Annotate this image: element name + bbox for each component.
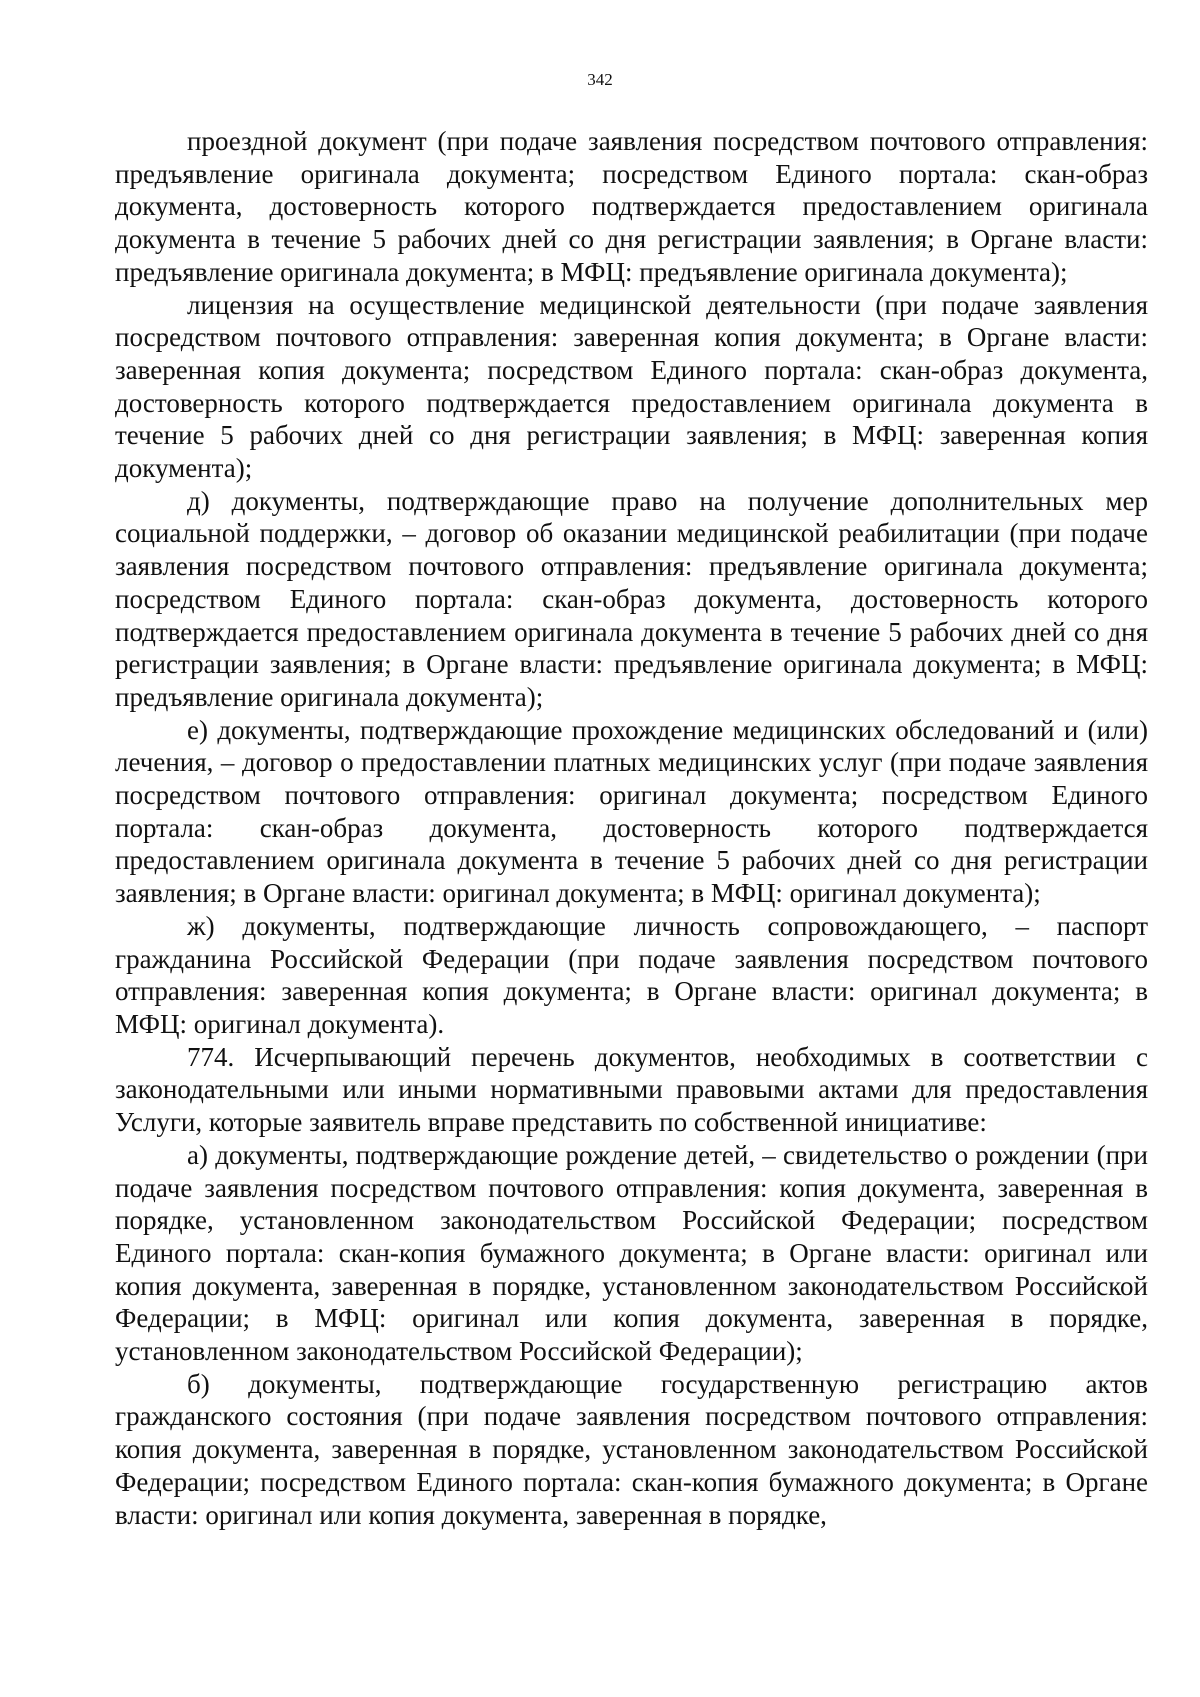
- paragraph-travel-document: проездной документ (при подаче заявления посредством почтового отправления: предъявление оригинала документа; посредством Единого портала: скан-образ документа, достоверность которого подтверждается предоставлением оригинала документа в течение 5 рабочих дней со дня регистрации заявления; в Органе власти: предъявление оригинала документа; в МФЦ: предъявление оригинала документа);: [115, 126, 1148, 287]
- paragraph-item-a: а) документы, подтверждающие рождение детей, – свидетельство о рождении (при подаче заявления посредством почтового отправления: копия документа, заверенная в порядке, установленном законодательством Российской Федерации; посредством Единого портала: скан-копия бумажного документа; в Органе власти: оригинал или копия документа, заверенная в порядке, установленном законодательством Российской Федерации; в МФЦ: оригинал или копия документа, заверенная в порядке, установленном законодательством Российской Федерации);: [115, 1139, 1148, 1367]
- paragraph-medical-license: лицензия на осуществление медицинской деятельности (при подаче заявления посредством почтового отправления: заверенная копия документа; в Органе власти: заверенная копия документа; посредством Единого портала: скан-образ документа, достоверность которого подтверждается предоставлением оригинала документа в течение 5 рабочих дней со дня регистрации заявления; в МФЦ: заверенная копия документа);: [115, 289, 1148, 484]
- paragraph-item-zh: ж) документы, подтверждающие личность сопровождающего, – паспорт гражданина Российской Федерации (при подаче заявления посредством почтового отправления: заверенная копия документа; в Органе власти: оригинал документа; в МФЦ: оригинал документа).: [115, 910, 1148, 1039]
- paragraph-clause-774: 774. Исчерпывающий перечень документов, необходимых в соответствии с законодательными или иными нормативными правовыми актами для предоставления Услуги, которые заявитель вправе представить по собственной инициативе:: [115, 1041, 1148, 1138]
- page-number: 342: [587, 70, 613, 89]
- paragraph-item-b: б) документы, подтверждающие государственную регистрацию актов гражданского состояния (при подаче заявления посредством почтового отправления: копия документа, заверенная в порядке, установленном законодательством Российской Федерации; посредством Единого портала: скан-копия бумажного документа; в Органе власти: оригинал или копия документа, заверенная в порядке,: [115, 1368, 1148, 1530]
- paragraph-item-e: е) документы, подтверждающие прохождение медицинских обследований и (или) лечения, – договор о предоставлении платных медицинских услуг (при подаче заявления посредством почтового отправления: оригинал документа; посредством Единого портала: скан-образ документа, достоверность которого подтверждается предоставлением оригинала документа в течение 5 рабочих дней со дня регистрации заявления; в Органе власти: оригинал документа; в МФЦ: оригинал документа);: [115, 714, 1148, 909]
- paragraph-item-d: д) документы, подтверждающие право на получение дополнительных мер социальной поддержки, – договор об оказании медицинской реабилитации (при подаче заявления посредством почтового отправления: предъявление оригинала документа; посредством Единого портала: скан-образ документа, достоверность которого подтверждается предоставлением оригинала документа в течение 5 рабочих дней со дня регистрации заявления; в Органе власти: предъявление оригинала документа; в МФЦ: предъявление оригинала документа);: [115, 485, 1148, 712]
- document-body: [115, 125, 1148, 1531]
